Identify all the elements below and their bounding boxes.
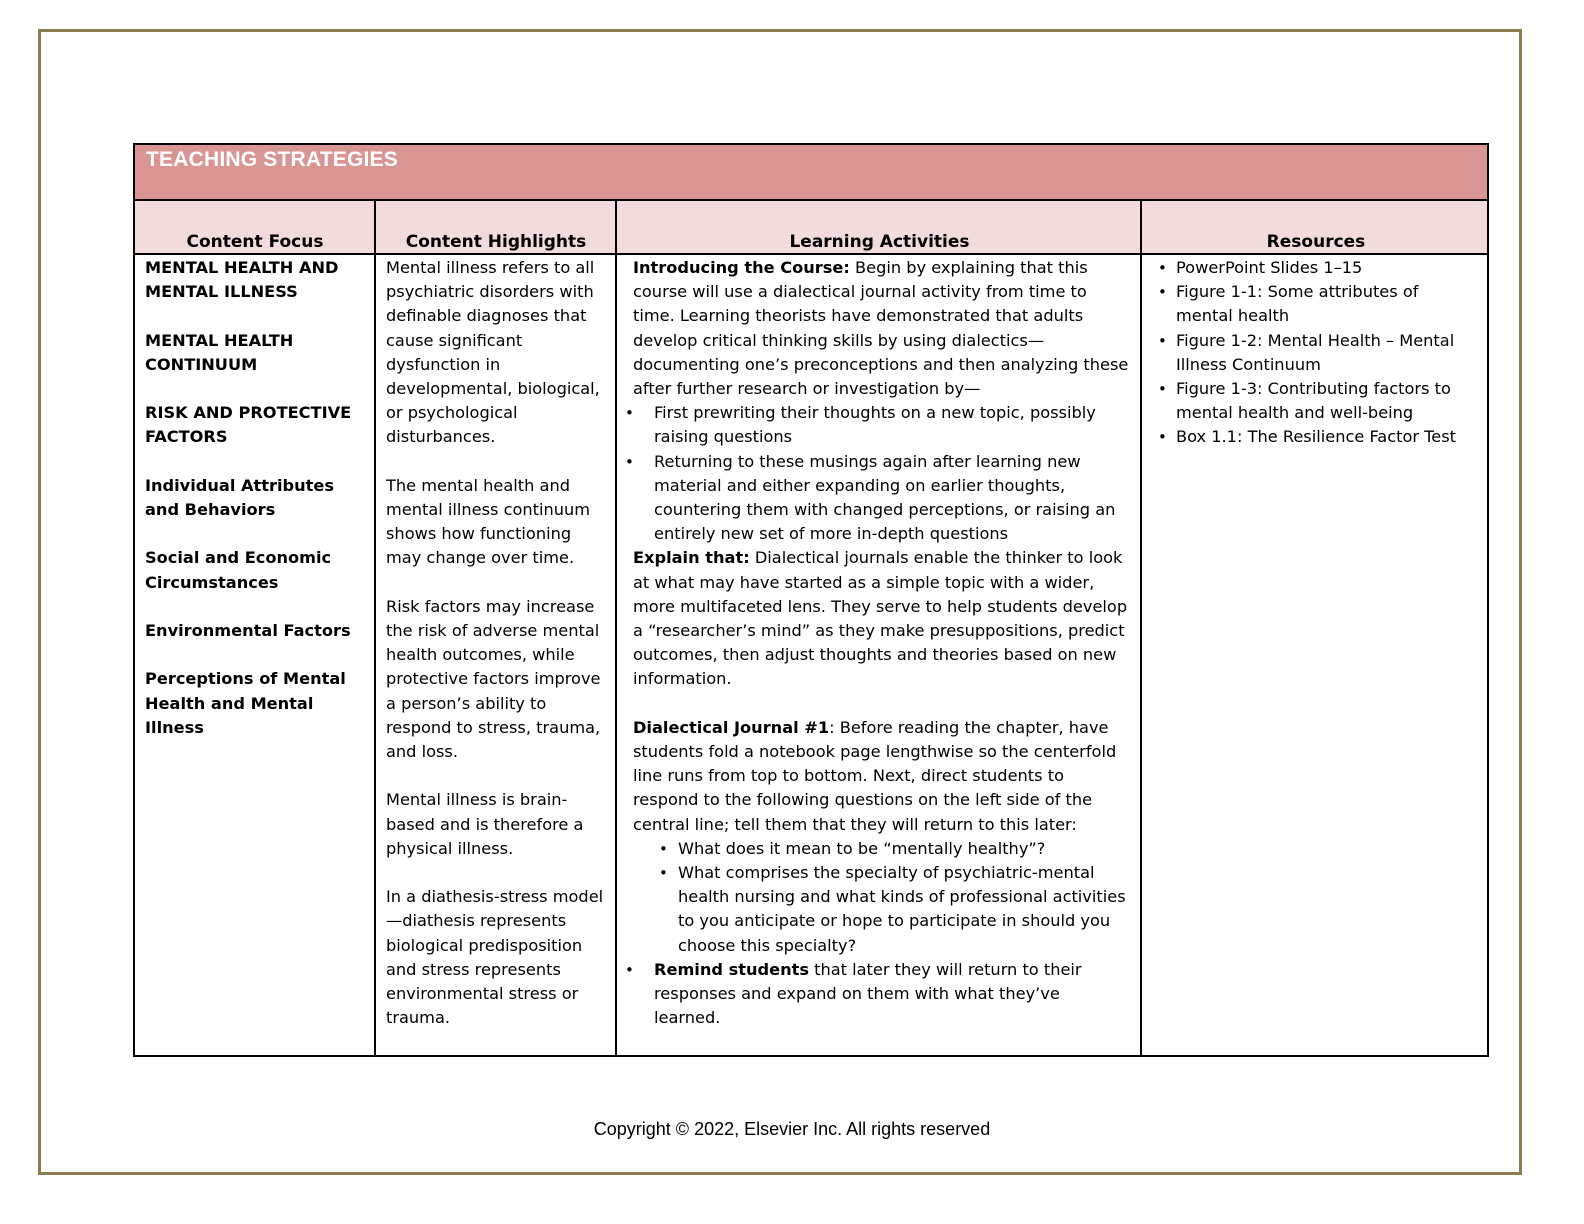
column-divider — [1140, 201, 1142, 1055]
resource-item: • PowerPoint Slides 1–15 — [1155, 256, 1475, 280]
intro-text: Begin by explaining that this course will use a dialectical journal activity from time to time. Learning theorists have demonstrated that adults develop critical thinking skills by using dialectics—documenting one’s preconceptions and then analyzing these after further research or investigation by— — [633, 258, 1129, 399]
column-header-row — [135, 201, 1487, 255]
focus-item: MENTAL HEALTH CONTINUUM — [145, 330, 294, 374]
resource-item: • Figure 1-2: Mental Health – Mental Illness Continuum — [1155, 329, 1475, 377]
list-item: • What comprises the specialty of psychiatric-mental health nursing and what kinds of professional activities to you anticipate or hope to participate in should you choose this specialty? — [633, 861, 1131, 958]
focus-item: MENTAL HEALTH AND MENTAL ILLNESS — [145, 258, 339, 302]
header-learning-activities: Learning Activities — [789, 232, 970, 252]
list-item: • Returning to these musings again after learning new material and either expanding on earlier thoughts, countering them with changed perceptions, or raising an entirely new set of more in-depth questions — [625, 450, 1131, 547]
journal-paragraph — [633, 716, 1131, 837]
table-title: TEACHING STRATEGIES — [146, 148, 398, 171]
focus-item: Environmental Factors — [145, 620, 351, 640]
teaching-strategies-table — [133, 143, 1489, 1057]
resource-item: • Figure 1-3: Contributing factors to mental health and well-being — [1155, 377, 1475, 425]
focus-item: RISK AND PROTECTIVE FACTORS — [145, 403, 352, 447]
remind-label: Remind students — [654, 959, 809, 979]
list-item: • What does it mean to be “mentally healthy”? — [633, 837, 1131, 861]
remind-text: that later they will return to their responses and expand on them with what they’ve learned. — [654, 959, 1082, 1028]
explain-label: Explain that: — [633, 548, 750, 568]
explain-text: Dialectical journals enable the thinker to look at what may have started as a simple topic with a wider, more multifaceted lens. They serve to help students develop a “researcher’s mind” as they make presuppositions, predict outcomes, then adjust thoughts and theories based on new information. — [633, 548, 1128, 689]
highlight-paragraph: Mental illness refers to all psychiatric disorders with definable diagnoses that cause significant dysfunction in developmental, biological, or psychological disturbances. — [386, 258, 600, 447]
column-divider — [374, 201, 376, 1055]
highlight-paragraph: The mental health and mental illness continuum shows how functioning may change over time. — [386, 475, 591, 568]
intro-paragraph — [633, 256, 1131, 401]
resources-cell — [1155, 256, 1475, 450]
learning-activities-cell — [633, 256, 1131, 1030]
highlight-paragraph: In a diathesis-stress model—diathesis represents biological predisposition and stress represents environmental stress or trauma. — [386, 887, 604, 1028]
journal-label: Dialectical Journal #1 — [633, 717, 830, 737]
highlight-paragraph: Mental illness is brain-based and is therefore a physical illness. — [386, 790, 584, 858]
content-highlights-cell — [386, 256, 608, 1055]
remind-item — [625, 958, 1131, 1031]
copyright-footer: Copyright © 2022, Elsevier Inc. All rights reserved — [593, 1119, 991, 1139]
header-resources: Resources — [1266, 232, 1366, 252]
resource-item: • Figure 1-1: Some attributes of mental health — [1155, 280, 1475, 328]
focus-item: Social and Economic Circumstances — [145, 548, 332, 592]
resource-item: • Box 1.1: The Resilience Factor Test — [1155, 425, 1475, 449]
list-item: • First prewriting their thoughts on a new topic, possibly raising questions — [625, 401, 1131, 449]
focus-item: Perceptions of Mental Health and Mental Illness — [145, 669, 346, 737]
header-content-highlights: Content Highlights — [405, 232, 587, 252]
header-content-focus: Content Focus — [186, 232, 324, 252]
title-bar — [135, 145, 1487, 201]
focus-item: Individual Attributes and Behaviors — [145, 475, 335, 519]
content-focus-cell — [145, 256, 367, 764]
intro-label: Introducing the Course: — [633, 258, 850, 277]
column-divider — [615, 201, 617, 1055]
highlight-paragraph: Risk factors may increase the risk of adverse mental health outcomes, while protective factors improve a person’s ability to respond to stress, trauma, and loss. — [386, 596, 601, 762]
explain-paragraph — [633, 546, 1131, 691]
journal-text: : Before reading the chapter, have students fold a notebook page lengthwise so the centerfold line runs from top to bottom. Next, direct students to respond to the following questions on the left side of the central line; tell them that they will return to this later: — [633, 717, 1117, 834]
